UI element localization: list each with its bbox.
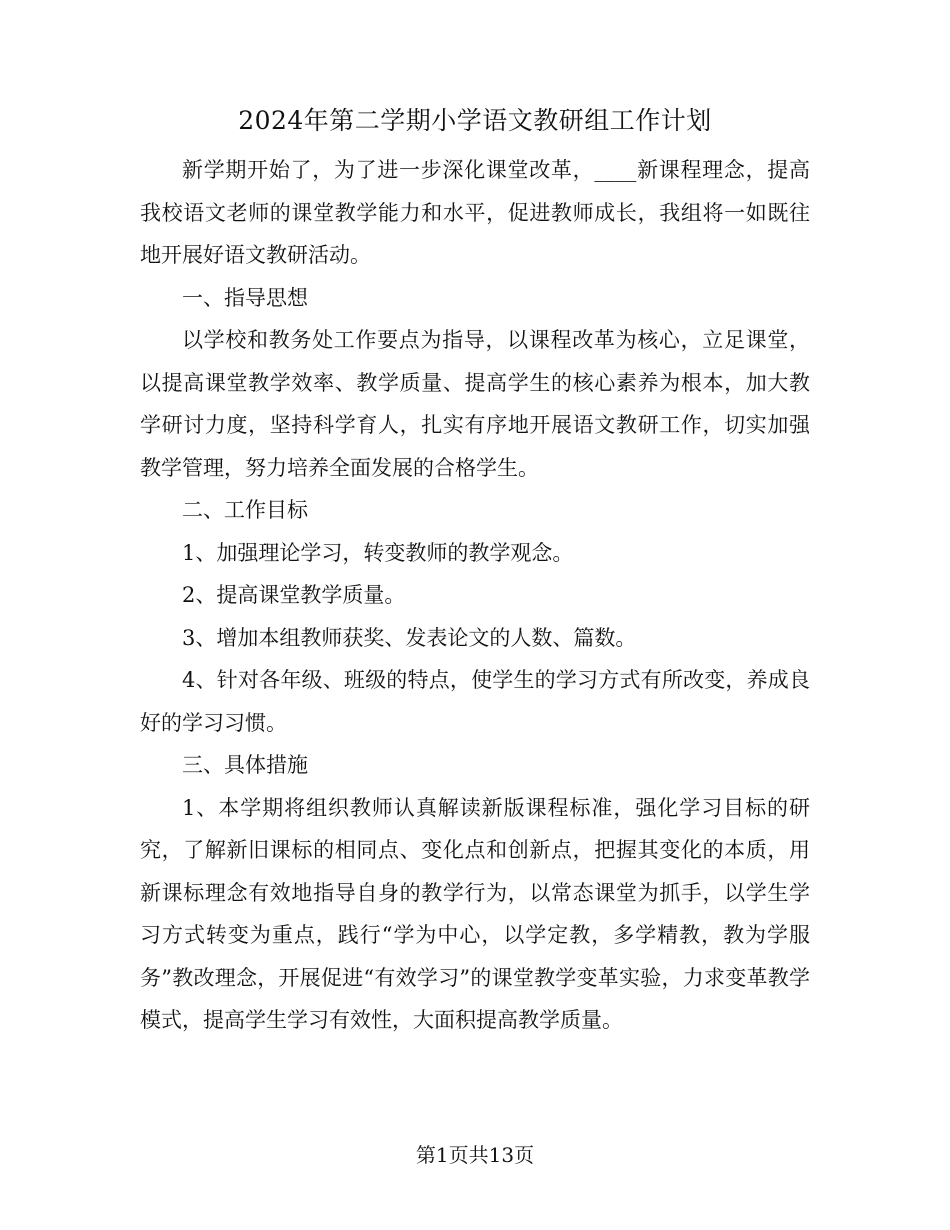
page-number-footer: 第1页共13页 <box>415 1143 535 1167</box>
section-heading-specific-measures: 三、具体措施 <box>182 753 308 777</box>
intro-paragraph: 新学期开始了，为了进一步深化课堂改革，____新课程理念，提高我校语文老师的课堂教学能力和水平，促进教师成长，我组将一如既往地开展好语文教研活动。 <box>140 158 810 267</box>
work-goal-item: 1、加强理论学习，转变教师的教学观念。 <box>182 540 574 565</box>
measure-item: 1、本学期将组织教师认真解读新版课程标准，强化学习目标的研究，了解新旧课标的相同点、变化点和创新点，把握其变化的本质，用新课标理念有效地指导自身的教学行为，以常态课堂为抓手，以学生学习方式转变为重点，践行“学为中心，以学定教，多学精教，教为学服务”教改理念，开展促进“有效学习”的课堂教学变革实验，力求变革教学模式，提高学生学习有效性，大面积提高教学质量。 <box>140 795 810 1032</box>
document-body <box>140 149 810 1042</box>
guiding-thought-paragraph: 以学校和教务处工作要点为指导，以课程改革为核心，立足课堂，以提高课堂教学效率、教学质量、提高学生的核心素养为根本，加大教学研讨力度，坚持科学育人，扎实有序地开展语文教研工作，切实加强教学管理，努力培养全面发展的合格学生。 <box>140 328 810 480</box>
work-goal-item: 2、提高课堂教学质量。 <box>182 583 406 607</box>
work-goal-item: 4、针对各年级、班级的特点，使学生的学习方式有所改变，养成良好的学习习惯。 <box>140 668 810 735</box>
section-heading-guiding-thought: 一、指导思想 <box>182 285 308 310</box>
work-goal-item: 3、增加本组教师获奖、发表论文的人数、篇数。 <box>182 625 637 650</box>
section-heading-work-goals: 二、工作目标 <box>182 498 308 522</box>
document-title: 2024年第二学期小学语文教研组工作计划 <box>238 106 712 135</box>
